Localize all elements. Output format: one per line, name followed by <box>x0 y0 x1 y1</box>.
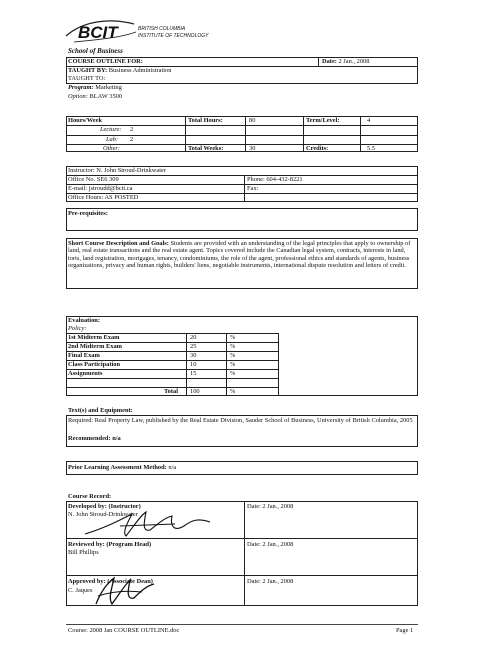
approved-by-label: Approved by: (Associate Dean) <box>68 578 153 585</box>
course-description <box>68 240 414 269</box>
prerequisites-label: Pre-requisites: <box>68 210 108 217</box>
eval-row-value: 30 <box>190 352 197 359</box>
eval-total-label: Total <box>164 388 178 395</box>
eval-total-unit: % <box>230 388 236 395</box>
developed-by-name: N. John Stroud-Drinkwater <box>68 511 138 518</box>
taught-by-value: Business Administration <box>108 67 172 74</box>
taught-to-label: TAUGHT TO: <box>68 75 106 82</box>
approved-date: Date: 2 Jan., 2008 <box>247 578 294 585</box>
eval-row-name: 2nd Midterm Exam <box>68 343 122 350</box>
option-value: BLAW 3500 <box>89 93 123 100</box>
reviewed-by-name: Bill Phillips <box>68 549 99 556</box>
option-label: Option: <box>68 93 88 100</box>
course-record-label: Course Record: <box>68 493 112 500</box>
eval-row-name: Assignments <box>68 370 103 377</box>
email: E-mail: jstroudd@bcit.ca <box>68 185 133 192</box>
lecture-value: 2 <box>130 126 134 133</box>
program-label: Program: <box>68 84 94 91</box>
divider <box>303 116 304 152</box>
taught-by <box>68 67 171 74</box>
program-value: Marketing <box>95 84 122 91</box>
office-hours: Office Hours: AS POSTED <box>68 194 139 201</box>
eval-row-unit: % <box>230 361 236 368</box>
eval-row-value: 15 <box>190 370 197 377</box>
developer-signature <box>80 508 220 540</box>
divider <box>318 57 319 66</box>
divider <box>186 333 187 396</box>
logo-sub2: INSTITUTE OF TECHNOLOGY <box>138 33 209 39</box>
bcit-logo <box>64 14 214 48</box>
program <box>68 84 122 91</box>
total-weeks-label: Total Weeks: <box>188 145 224 152</box>
fax: Fax: <box>247 185 259 192</box>
divider <box>244 501 245 606</box>
reviewed-date: Date: 2 Jan., 2008 <box>247 541 294 548</box>
divider <box>66 135 418 136</box>
pla-value: n/a <box>168 464 177 471</box>
eval-row-unit: % <box>230 343 236 350</box>
credits-label: Credits: <box>306 145 329 152</box>
credits-value: 5.5 <box>367 145 375 152</box>
footer-page: Page 1 <box>396 627 414 634</box>
eval-row-name: Final Exam <box>68 352 100 359</box>
evaluation-label: Evaluation: <box>68 317 100 324</box>
divider <box>278 333 279 396</box>
divider <box>66 175 418 176</box>
eval-row-name: Class Participation <box>68 361 121 368</box>
texts-required: Required: Real Property Law, published by the Real Estate Division, Sauder School of Business, University of British Columbia, 2005 <box>68 417 413 424</box>
term-label: Term/Level: <box>306 117 340 124</box>
texts-label: Text(s) and Equipment: <box>68 407 133 414</box>
eval-row-value: 20 <box>190 334 197 341</box>
eval-row-value: 10 <box>190 361 197 368</box>
divider <box>66 624 418 625</box>
office-number: Office No. SE6 309 <box>68 176 119 183</box>
prerequisites-box <box>66 208 418 231</box>
approver-signature <box>90 574 160 608</box>
taught-by-label: TAUGHT BY: <box>68 67 108 74</box>
policy-label: Policy: <box>68 325 87 332</box>
course-outline-label: COURSE OUTLINE FOR: <box>68 58 143 65</box>
reviewed-by-label: Reviewed by: (Program Head) <box>68 541 152 548</box>
divider <box>185 116 186 152</box>
developed-by-label: Developed by: (Instructor) <box>68 503 141 510</box>
eval-total-value: 100 <box>190 388 200 395</box>
total-hours-value: 80 <box>249 117 256 124</box>
evaluation-box <box>66 316 418 396</box>
approved-by-name: C. Jaques <box>68 587 93 594</box>
school-name: School of Business <box>68 47 123 55</box>
eval-row-unit: % <box>230 334 236 341</box>
divider <box>244 175 245 202</box>
total-weeks-value: 30 <box>249 145 256 152</box>
other-label: Other: <box>103 145 121 152</box>
developed-date: Date: 2 Jan., 2008 <box>247 503 294 510</box>
bcit-logo-graphic <box>64 14 214 48</box>
course-date <box>322 58 369 65</box>
logo-text: BCIT <box>78 23 118 42</box>
divider <box>66 378 278 379</box>
hours-week-label: Hours/Week <box>68 117 103 124</box>
description-text: Students are provided with an understanding of the legal principles that apply to ownership of land, real estate transactions and the real estate agent. Topics covered include the Canadian legal system, contracts, interests in land, torts, land registration, mortgages, tenancy, condominiums, the role of the agent, professional ethics and standards of agents, business organizations, privacy and human rights, builders' liens, negotiable instruments, international dispute resolution and letters of credit. <box>68 240 411 270</box>
pla <box>68 464 176 471</box>
date-label: Date: <box>322 58 337 65</box>
phone: Phone: 604-432-8221 <box>247 176 303 183</box>
eval-row-value: 25 <box>190 343 197 350</box>
eval-row-name: 1st Midterm Exam <box>68 334 120 341</box>
total-hours-label: Total Hours: <box>188 117 223 124</box>
divider <box>226 333 227 396</box>
pla-label: Prior Learning Assessment Method: <box>68 464 167 471</box>
term-value: 4 <box>367 117 371 124</box>
footer-file: Course: 2008 Jan COURSE OUTLINE.doc <box>68 627 180 634</box>
eval-row-unit: % <box>230 370 236 377</box>
texts-recommended: Recommended: n/a <box>68 435 121 442</box>
instructor-name: Instructor: N. John Stroud-Drinkwater <box>68 167 166 174</box>
eval-row-unit: % <box>230 352 236 359</box>
option <box>68 93 122 100</box>
divider <box>360 116 361 152</box>
lecture-label: Lecture: <box>100 126 122 133</box>
lab-label: Lab: <box>106 136 119 143</box>
divider <box>245 116 246 152</box>
date-value: 2 Jan., 2008 <box>338 58 370 65</box>
description-label: Short Course Description and Goals: <box>68 240 169 247</box>
logo-sub1: BRITISH COLUMBIA <box>138 26 186 32</box>
lab-value: 2 <box>130 136 134 143</box>
